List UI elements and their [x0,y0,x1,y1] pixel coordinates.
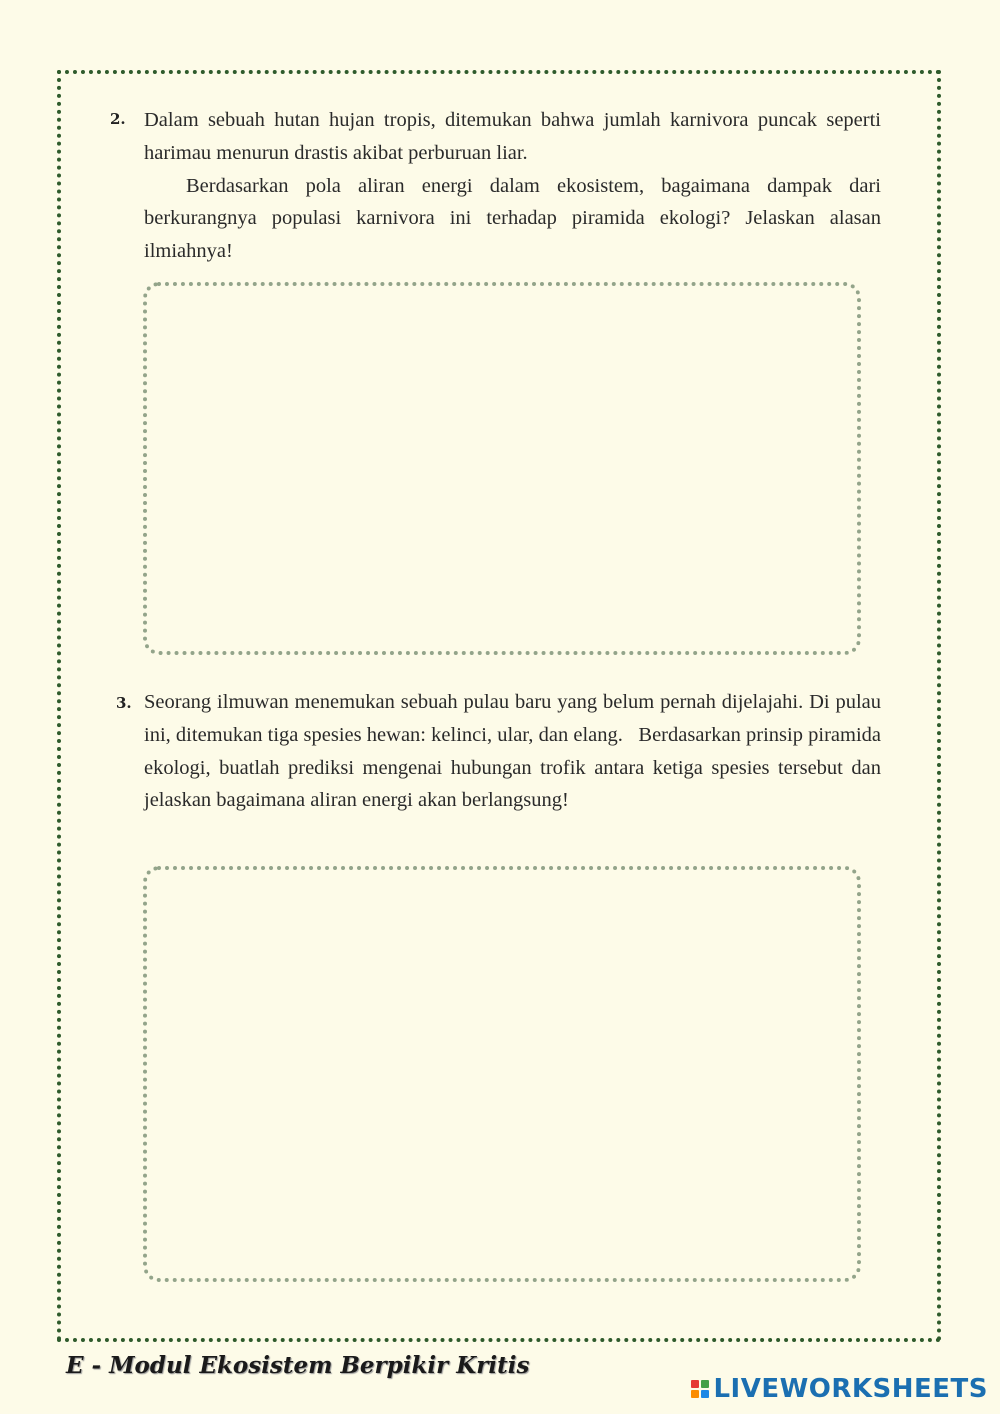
question-3-number: 3. [116,694,132,712]
answer-box-question-2[interactable] [143,282,861,655]
question-2-paragraph-1: Dalam sebuah hutan hujan tropis, ditemukan bahwa jumlah karnivora puncak seperti harimau menurun drastis akibat perburuan liar. [144,109,881,164]
question-3-paragraph-1: Seorang ilmuwan menemukan sebuah pulau baru yang belum pernah dijelajahi. Di pulau ini, ditemukan tiga spesies hewan: kelinci, ular, dan elang. Berdasarkan prinsip piramida ekologi, buatlah prediksi mengenai hubungan trofik antara ketiga spesies tersebut dan jelaskan bagaimana aliran energi akan berlangsung! [144,691,887,812]
question-2-paragraph-2: Berdasarkan pola aliran energi dalam ekosistem, bagaimana dampak dari berkurangnya populasi karnivora ini terhadap piramida ekologi? Jelaskan alasan ilmiahnya! [144,174,881,263]
brand-name: LIVEWORKSHEETS [713,1374,988,1404]
question-2-text [144,104,881,268]
answer-box-question-3[interactable] [143,866,861,1282]
question-3-text [144,686,887,817]
liveworksheets-logo-icon [691,1380,709,1398]
question-2-number: 2. [110,110,126,128]
module-title: E - Modul Ekosistem Berpikir Kritis [66,1352,530,1379]
liveworksheets-brand [691,1374,988,1404]
